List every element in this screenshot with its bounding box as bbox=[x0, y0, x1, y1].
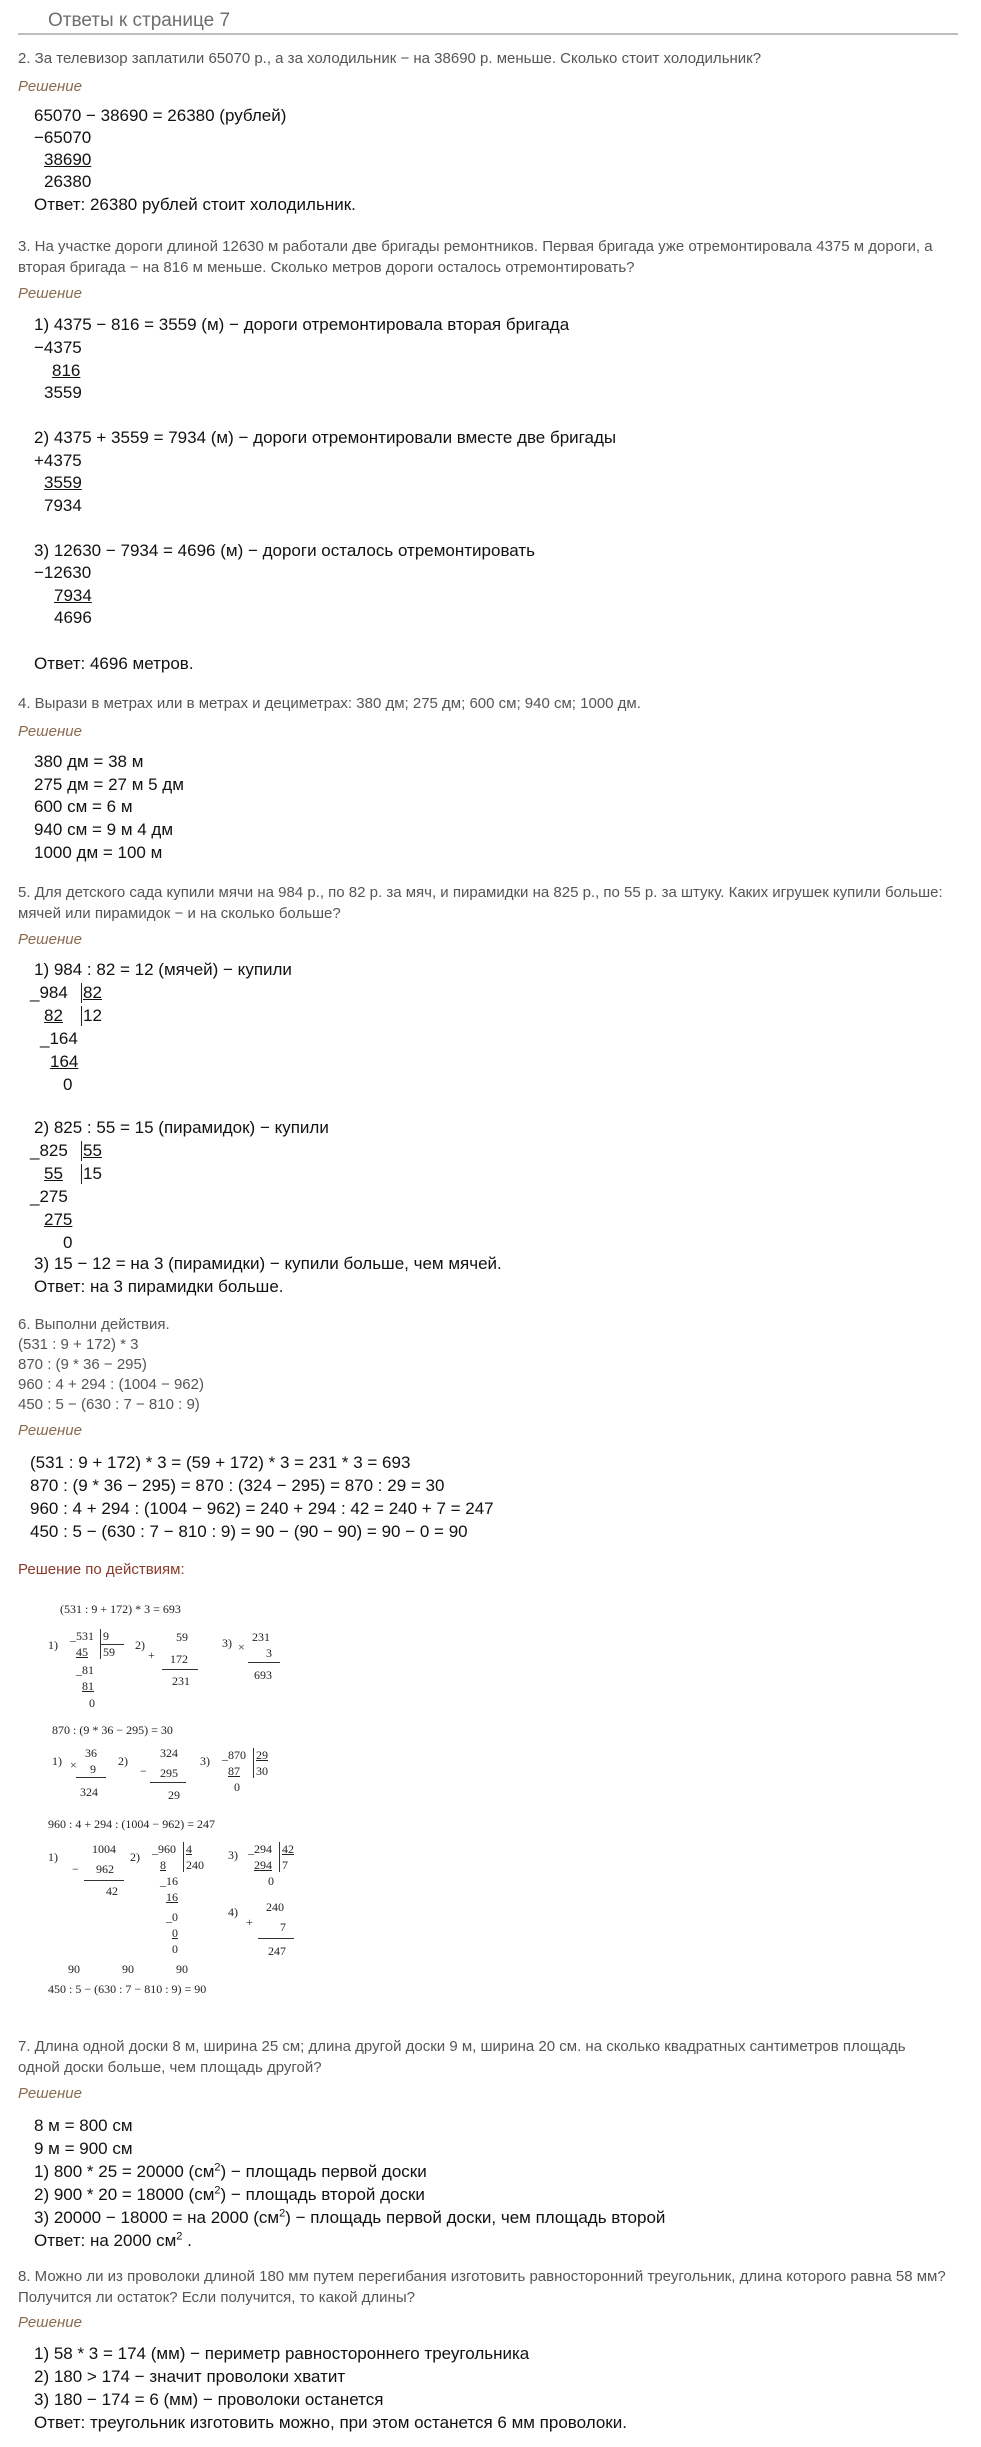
task-7-line-3: 1) 800 * 25 = 20000 $(см^2)$ − площадь первой доски bbox=[34, 2161, 427, 2181]
task-3-col-1a: −4375 bbox=[34, 338, 82, 357]
hw-b3-div-vline bbox=[183, 1842, 184, 1872]
task-6-question-2: (531 : 9 + 172) * 3 bbox=[18, 1336, 139, 1353]
hw-b2-r3: 29 bbox=[168, 1788, 180, 1802]
hw-expr-2: 870 : (9 * 36 − 295) = 30 bbox=[52, 1723, 173, 1737]
hw-b3-d8: 0 bbox=[172, 1926, 178, 1940]
hw-expr-3: 960 : 4 + 294 : (1004 − 962) = 247 bbox=[48, 1817, 215, 1831]
hw-b1-a2: 172 bbox=[170, 1652, 188, 1666]
task-7-line-1: 8 м = 800 см bbox=[34, 2116, 133, 2135]
task-6-solution-label: Решение bbox=[18, 1422, 82, 1439]
hw-b3-d9: 0 bbox=[172, 1942, 178, 1956]
hw-b2-minus: − bbox=[140, 1764, 147, 1778]
hw-b1-step3: 3) bbox=[222, 1636, 232, 1650]
task-2-answer: Ответ: 26380 рублей стоит холодильник. bbox=[34, 195, 356, 214]
hw-b3-sub-line bbox=[84, 1880, 124, 1881]
hw-b3-a2: 7 bbox=[280, 1920, 286, 1934]
task-3-col-3c: 4696 bbox=[54, 608, 92, 627]
task-6-question-3: 870 : (9 * 36 − 295) bbox=[18, 1356, 147, 1373]
hw-b3-d4: 240 bbox=[186, 1858, 204, 1872]
hw-b1-d6: 81 bbox=[82, 1679, 94, 1693]
hw-b2-r2: 295 bbox=[160, 1766, 178, 1780]
hw-b2-times: × bbox=[70, 1758, 77, 1772]
task-2-col-3: 26380 bbox=[44, 172, 92, 191]
task-3-question: 3. На участке дороги длиной 12630 м работали две бригады ремонтников. Первая бригада уже отремонтировала 4375 м дороги, а вторая бригада − на 816 м меньше. Сколько метров дороги осталось отремонтировать? bbox=[18, 238, 933, 276]
task-8-line-3: 3) 180 − 174 = 6 (мм) − проволоки останется bbox=[34, 2390, 384, 2409]
task-7-line-2: 9 м = 900 см bbox=[34, 2139, 133, 2158]
hw-b3-d2: 4 bbox=[186, 1842, 192, 1856]
task-5-div1-rem1: _164 bbox=[40, 1029, 78, 1048]
hw-b1-m3: 693 bbox=[254, 1668, 272, 1682]
task-8-answer: Ответ: треугольник изготовить можно, при этом останется 6 мм проволоки. bbox=[34, 2413, 627, 2432]
task-5-div2-divisor: 55 bbox=[83, 1141, 102, 1160]
task-6-by-steps-label: Решение по действиям: bbox=[18, 1561, 185, 1578]
task-2-col-2: 38690 bbox=[44, 150, 92, 169]
task-5-div1-rem2: 0 bbox=[63, 1075, 73, 1094]
hw-b2-d5: 0 bbox=[234, 1780, 240, 1794]
hw-b3-r1: 1004 bbox=[92, 1842, 116, 1856]
hw-b2-m1: 36 bbox=[85, 1746, 97, 1760]
task-4-question: 4. Вырази в метрах или в метрах и дециметрах: 380 дм; 275 дм; 600 см; 940 см; 1000 дм. bbox=[18, 695, 641, 712]
task-5-div2-quotient: 15 bbox=[83, 1164, 102, 1183]
hw-b3-minus: − bbox=[72, 1862, 79, 1876]
hw-b3-plus: + bbox=[246, 1915, 253, 1929]
task-5-step-1: 1) 984 : 82 = 12 (мячей) − купили bbox=[34, 960, 292, 979]
task-4-line-2: 275 дм = 27 м 5 дм bbox=[34, 775, 184, 794]
task-8-solution-label: Решение bbox=[18, 2314, 82, 2331]
task-3-col-2a: +4375 bbox=[34, 451, 82, 470]
hw-b3-d1: _960 bbox=[152, 1842, 176, 1856]
hw-b4-v1: 90 bbox=[68, 1962, 80, 1976]
task-5-solution-label: Решение bbox=[18, 931, 82, 948]
task-7-solution-label: Решение bbox=[18, 2085, 82, 2102]
hw-b2-div-vline bbox=[253, 1748, 254, 1778]
hw-b2-step3: 3) bbox=[200, 1754, 210, 1768]
hw-b3-step1: 1) bbox=[48, 1850, 58, 1864]
task-7-line-5: 3) 20000 − 18000 = на 2000 $(см^2)$ − площадь первой доски, чем площадь второй bbox=[34, 2207, 666, 2227]
hw-b1-d7: 0 bbox=[89, 1696, 95, 1710]
hw-b1-d2: 9 bbox=[103, 1629, 109, 1643]
task-3-answer: Ответ: 4696 метров. bbox=[34, 654, 194, 673]
hw-b3-add-line bbox=[258, 1938, 294, 1939]
task-5-div1-dividend: _984 bbox=[30, 983, 68, 1002]
hw-b2-m3: 324 bbox=[80, 1785, 98, 1799]
task-3-col-1c: 3559 bbox=[44, 383, 82, 402]
hw-b1-d1: _531 bbox=[70, 1629, 94, 1643]
task-5-div2-sub2: 275 bbox=[44, 1210, 73, 1229]
task-4-line-5: 1000 дм = 100 м bbox=[34, 843, 163, 862]
task-7-line-4: 2) 900 * 20 = 18000 $(см^2)$ − площадь второй доски bbox=[34, 2184, 425, 2204]
title-divider bbox=[18, 33, 958, 35]
task-5-div2-rem2: 0 bbox=[63, 1233, 73, 1252]
task-4-line-4: 940 см = 9 м 4 дм bbox=[34, 820, 174, 839]
hw-b1-mul-line bbox=[248, 1662, 280, 1663]
hw-expr-1: (531 : 9 + 172) * 3 = 693 bbox=[60, 1602, 181, 1616]
task-8-line-1: 1) 58 * 3 = 174 (мм) − периметр равностороннего треугольника bbox=[34, 2344, 530, 2363]
hw-b2-mul-line bbox=[76, 1777, 106, 1778]
task-4-solution-label: Решение bbox=[18, 723, 82, 740]
hw-b1-m1: 231 bbox=[252, 1630, 270, 1644]
page-title: Ответы к странице 7 bbox=[48, 10, 231, 31]
hw-b1-plus: + bbox=[148, 1648, 155, 1662]
task-4-line-1: 380 дм = 38 м bbox=[34, 752, 144, 771]
hw-b2-d2: 29 bbox=[256, 1748, 268, 1762]
hw-b2-m2: 9 bbox=[90, 1762, 96, 1776]
task-7-answer: Ответ: на 2000 $см^2$ . bbox=[34, 2230, 192, 2250]
task-3-col-3a: −12630 bbox=[34, 563, 92, 582]
hw-b3-step3: 3) bbox=[228, 1848, 238, 1862]
hw-b1-add-line bbox=[162, 1669, 198, 1670]
task-8-question: 8. Можно ли из проволоки длиной 180 мм путем перегибания изготовить равносторонний треугольник, длина которого равна 58 мм? Получится ли остаток? Если получится, то какой длины? bbox=[18, 2268, 946, 2306]
hw-b2-step2: 2) bbox=[118, 1754, 128, 1768]
hw-b2-sub-line bbox=[150, 1782, 186, 1783]
task-6-solution-3: 960 : 4 + 294 : (1004 − 962) = 240 + 294 : 42 = 240 + 7 = 247 bbox=[30, 1499, 494, 1518]
task-6-solution-1: (531 : 9 + 172) * 3 = (59 + 172) * 3 = 231 * 3 = 693 bbox=[30, 1453, 411, 1472]
hw-b2-r1: 324 bbox=[160, 1746, 178, 1760]
task-5-step-2: 2) 825 : 55 = 15 (пирамидок) − купили bbox=[34, 1118, 329, 1137]
hw-b2-step1: 1) bbox=[52, 1754, 62, 1768]
task-5-step-3: 3) 15 − 12 = на 3 (пирамидки) − купили больше, чем мячей. bbox=[34, 1254, 502, 1273]
task-5-div1-sub2: 164 bbox=[50, 1052, 79, 1071]
task-5-question: 5. Для детского сада купили мячи на 984 р., по 82 р. за мяч, и пирамидки на 825 р., по 55 р. за штуку. Каких игрушек купили больше: мячей или пирамидок − и на сколько больше? bbox=[18, 884, 943, 922]
task-3-col-1b: 816 bbox=[52, 361, 81, 380]
hw-b3-a1: 240 bbox=[266, 1900, 284, 1914]
task-5-div1-sub1: 82 bbox=[44, 1006, 63, 1025]
task-3-col-3b: 7934 bbox=[54, 586, 92, 605]
hw-b1-step1: 1) bbox=[48, 1638, 58, 1652]
hw-b3-q3: 294 bbox=[254, 1858, 272, 1872]
hw-b3-div2-vline bbox=[279, 1842, 280, 1872]
task-3-step-3: 3) 12630 − 7934 = 4696 (м) − дороги осталось отремонтировать bbox=[34, 541, 536, 560]
hw-b1-m2: 3 bbox=[266, 1646, 272, 1660]
task-2-line-1: 65070 − 38690 = 26380 (рублей) bbox=[34, 106, 287, 125]
hw-b4-v3: 90 bbox=[176, 1962, 188, 1976]
task-8-line-2: 2) 180 > 174 − значит проволоки хватит bbox=[34, 2367, 346, 2386]
task-2-col-1: −65070 bbox=[34, 128, 92, 147]
hw-b3-a3: 247 bbox=[268, 1944, 286, 1958]
task-5-div2-rem1: _275 bbox=[30, 1187, 68, 1206]
hw-b4-v2: 90 bbox=[122, 1962, 134, 1976]
task-6-question-4: 960 : 4 + 294 : (1004 − 962) bbox=[18, 1376, 204, 1393]
hw-b3-step4: 4) bbox=[228, 1905, 238, 1919]
hw-b3-q5: 0 bbox=[268, 1874, 274, 1888]
hw-b1-d3: 45 bbox=[76, 1645, 88, 1659]
hw-b3-d3: 8 bbox=[160, 1858, 166, 1872]
hw-b3-step2: 2) bbox=[130, 1850, 140, 1864]
task-6-solution-2: 870 : (9 * 36 − 295) = 870 : (324 − 295) = 870 : 29 = 30 bbox=[30, 1476, 445, 1495]
hw-b3-r3: 42 bbox=[106, 1884, 118, 1898]
hw-b3-q2: 42 bbox=[282, 1842, 294, 1856]
task-3-col-2b: 3559 bbox=[44, 473, 82, 492]
task-6-solution-4: 450 : 5 − (630 : 7 − 810 : 9) = 90 − (90 − 90) = 90 − 0 = 90 bbox=[30, 1522, 468, 1541]
hw-b3-q1: _294 bbox=[248, 1842, 272, 1856]
task-5-div2-sub1: 55 bbox=[44, 1164, 63, 1183]
hw-b2-d3: 87 bbox=[228, 1764, 240, 1778]
task-7-question: 7. Длина одной доски 8 м, ширина 25 см; длина другой доски 9 м, ширина 20 см. на сколько квадратных сантиметров площадь одной доски больше, чем площадь другой? bbox=[18, 2038, 906, 2076]
task-3-step-2: 2) 4375 + 3559 = 7934 (м) − дороги отремонтировали вместе две бригады bbox=[34, 428, 617, 447]
task-4-line-3: 600 см = 6 м bbox=[34, 797, 133, 816]
hw-b3-d7: _0 bbox=[166, 1910, 178, 1924]
task-2-question: 2. За телевизор заплатили 65070 р., а за холодильник − на 38690 р. меньше. Сколько стоит холодильник? bbox=[18, 50, 762, 67]
hw-b3-q4: 7 bbox=[282, 1858, 288, 1872]
hw-b2-d1: _870 bbox=[222, 1748, 246, 1762]
task-3-solution-label: Решение bbox=[18, 285, 82, 302]
task-5-div1-divisor: 82 bbox=[83, 983, 102, 1002]
task-5-answer: Ответ: на 3 пирамидки больше. bbox=[34, 1277, 284, 1296]
hw-b2-d4: 30 bbox=[256, 1764, 268, 1778]
task-3-col-2c: 7934 bbox=[44, 496, 82, 515]
task-6-question-5: 450 : 5 − (630 : 7 − 810 : 9) bbox=[18, 1396, 200, 1413]
hw-expr-4: 450 : 5 − (630 : 7 − 810 : 9) = 90 bbox=[48, 1982, 207, 1996]
task-5-div1-quotient: 12 bbox=[83, 1006, 102, 1025]
hw-b1-d5: _81 bbox=[76, 1663, 94, 1677]
hw-b1-a3: 231 bbox=[172, 1674, 190, 1688]
hw-b1-d4: 59 bbox=[103, 1645, 115, 1659]
hw-b3-r2: 962 bbox=[96, 1862, 114, 1876]
hw-b1-step2: 2) bbox=[135, 1638, 145, 1652]
task-2-solution-label: Решение bbox=[18, 78, 82, 95]
hw-b3-d6: 16 bbox=[166, 1890, 178, 1904]
task-3-step-1: 1) 4375 − 816 = 3559 (м) − дороги отремонтировала вторая бригада bbox=[34, 315, 570, 334]
hw-b1-a1: 59 bbox=[176, 1630, 188, 1644]
hw-b3-d5: _16 bbox=[160, 1874, 178, 1888]
task-6-question-1: 6. Выполни действия. bbox=[18, 1316, 170, 1333]
hw-b1-times: × bbox=[238, 1640, 245, 1654]
task-5-div2-dividend: _825 bbox=[30, 1141, 68, 1160]
